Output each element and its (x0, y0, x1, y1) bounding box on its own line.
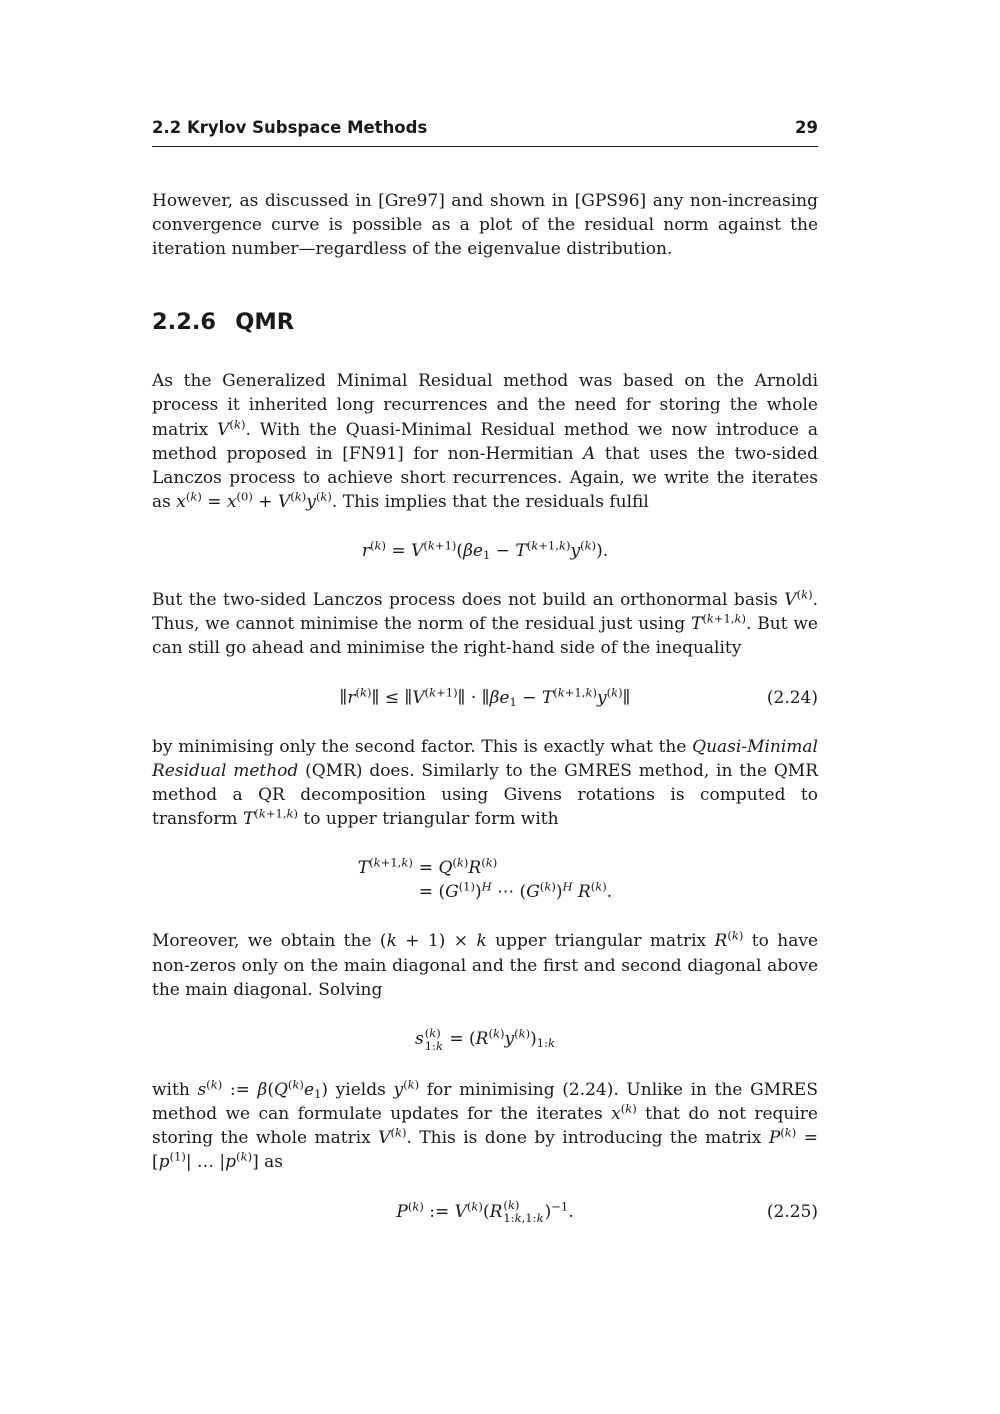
paragraph-qmr-definition: by minimising only the second factor. This is exactly what the Quasi-Minimal Residual method (QMR) does. Similarly to the GMRES method, in the QMR method a QR decomposition using Givens rotations is computed to transform $T^{(k+1,k)}$ to upper triangular form with (152, 736, 818, 830)
paragraph-triangular-matrix: Moreover, we obtain the (k + 1) × k upper triangular matrix $R^{(k)}$ to have non-zeros only on the main diagonal and the first and second diagonal above the main diagonal. Solving (152, 929, 819, 1000)
page-number: 29 (795, 118, 818, 137)
equation-qr-row-1 (358, 856, 612, 880)
paragraph-intro: However, as discussed in [Gre97] and shown in [GPS96] any non-increasing convergence curve is possible as a plot of the residual norm against the iteration number—regardless of the eigenvalue distribution. (152, 191, 818, 260)
equation-inequality-2-24 (152, 686, 818, 710)
paragraph-lanczos-basis: But the two-sided Lanczos process does not build an orthonormal basis $V^{(k)}$. Thus, we cannot minimise the norm of the residual just using $T^{(k+1,k)}$. But we can still go ahead and minimise the right-hand side of the inequality (152, 587, 818, 659)
running-header-title: 2.2 Krylov Subspace Methods (152, 118, 428, 137)
equation-solve (152, 1027, 818, 1053)
equation-qr-align (358, 856, 612, 904)
section-heading-qmr (152, 307, 818, 339)
equation-inequality-body: $\parallel r^{(k)}\parallel$ ≤ $\parallel V^{(k+1)}\parallel$ · $\parallel\beta e_1$ − $T^{(k+1,k)}y^{(k)}\parallel$ (339, 685, 631, 709)
equation-residual-body: $r^{(k)} = V^{(k+1)}(\beta e_1 - T^{(k+1,k)}y^{(k)})$. (361, 538, 609, 562)
paragraph-iterate-updates: with $s^{(k)}$ := $\beta(Q^{(k)}e_1)$ yields $y^{(k)}$ for minimising (2.24). Unlike in the GMRES method we can formulate updates for the iterates $x^{(k)}$ that do not require storing the whole matrix $V^{(k)}$. This is done by introducing the matrix $P^{(k)} = [p^{(1)}|$ … $|p^{(k)}$] as (152, 1077, 818, 1173)
equation-qr-rhs-2: = $(G^{(1)})^H$ ⋯ $(G^{(k)})^H$ $R^{(k)}$. (418, 879, 613, 903)
paragraph-arnoldi: As the Generalized Minimal Residual method was based on the Arnoldi process it inherited long recurrences and the need for storing the whole matrix $V^{(k)}$. With the Quasi-Minimal Residual method we now introduce a method proposed in [FN91] for non-Hermitian A that uses the two-sided Lanczos process to achieve short recurrences. Again, we write the iterates as $x^{(k)} = x^{(0)} + V^{(k)}y^{(k)}$. This implies that the residuals fulfil (152, 371, 818, 512)
equation-qr-lhs: $T^{(k+1,k)}$ (357, 855, 413, 879)
equation-qr-row-2 (358, 880, 612, 904)
page-header (152, 118, 818, 147)
equation-solve-body: s (k) 1:k = $(R^{(k)}y^{(k)})_{1:k}$ (414, 1025, 556, 1053)
equation-number-2-24: (2.24) (766, 687, 818, 708)
page-content (152, 189, 818, 1225)
equation-qr-rhs-1: = $Q^{(k)}R^{(k)}$ (418, 855, 498, 879)
section-number: 2.2.6 (152, 309, 217, 336)
equation-p-matrix-2-25 (152, 1199, 818, 1225)
equation-qr-lhs-empty (358, 880, 413, 904)
equation-p-matrix-body: $P^{(k)}$ := $V^{(k)}(R$ (k) 1:k,1:k )$^{-1}$. (396, 1198, 574, 1226)
equation-number-2-25: (2.25) (766, 1202, 818, 1223)
equation-residual (152, 539, 818, 563)
section-title: QMR (235, 309, 295, 336)
equation-qr-decomposition (152, 856, 818, 904)
